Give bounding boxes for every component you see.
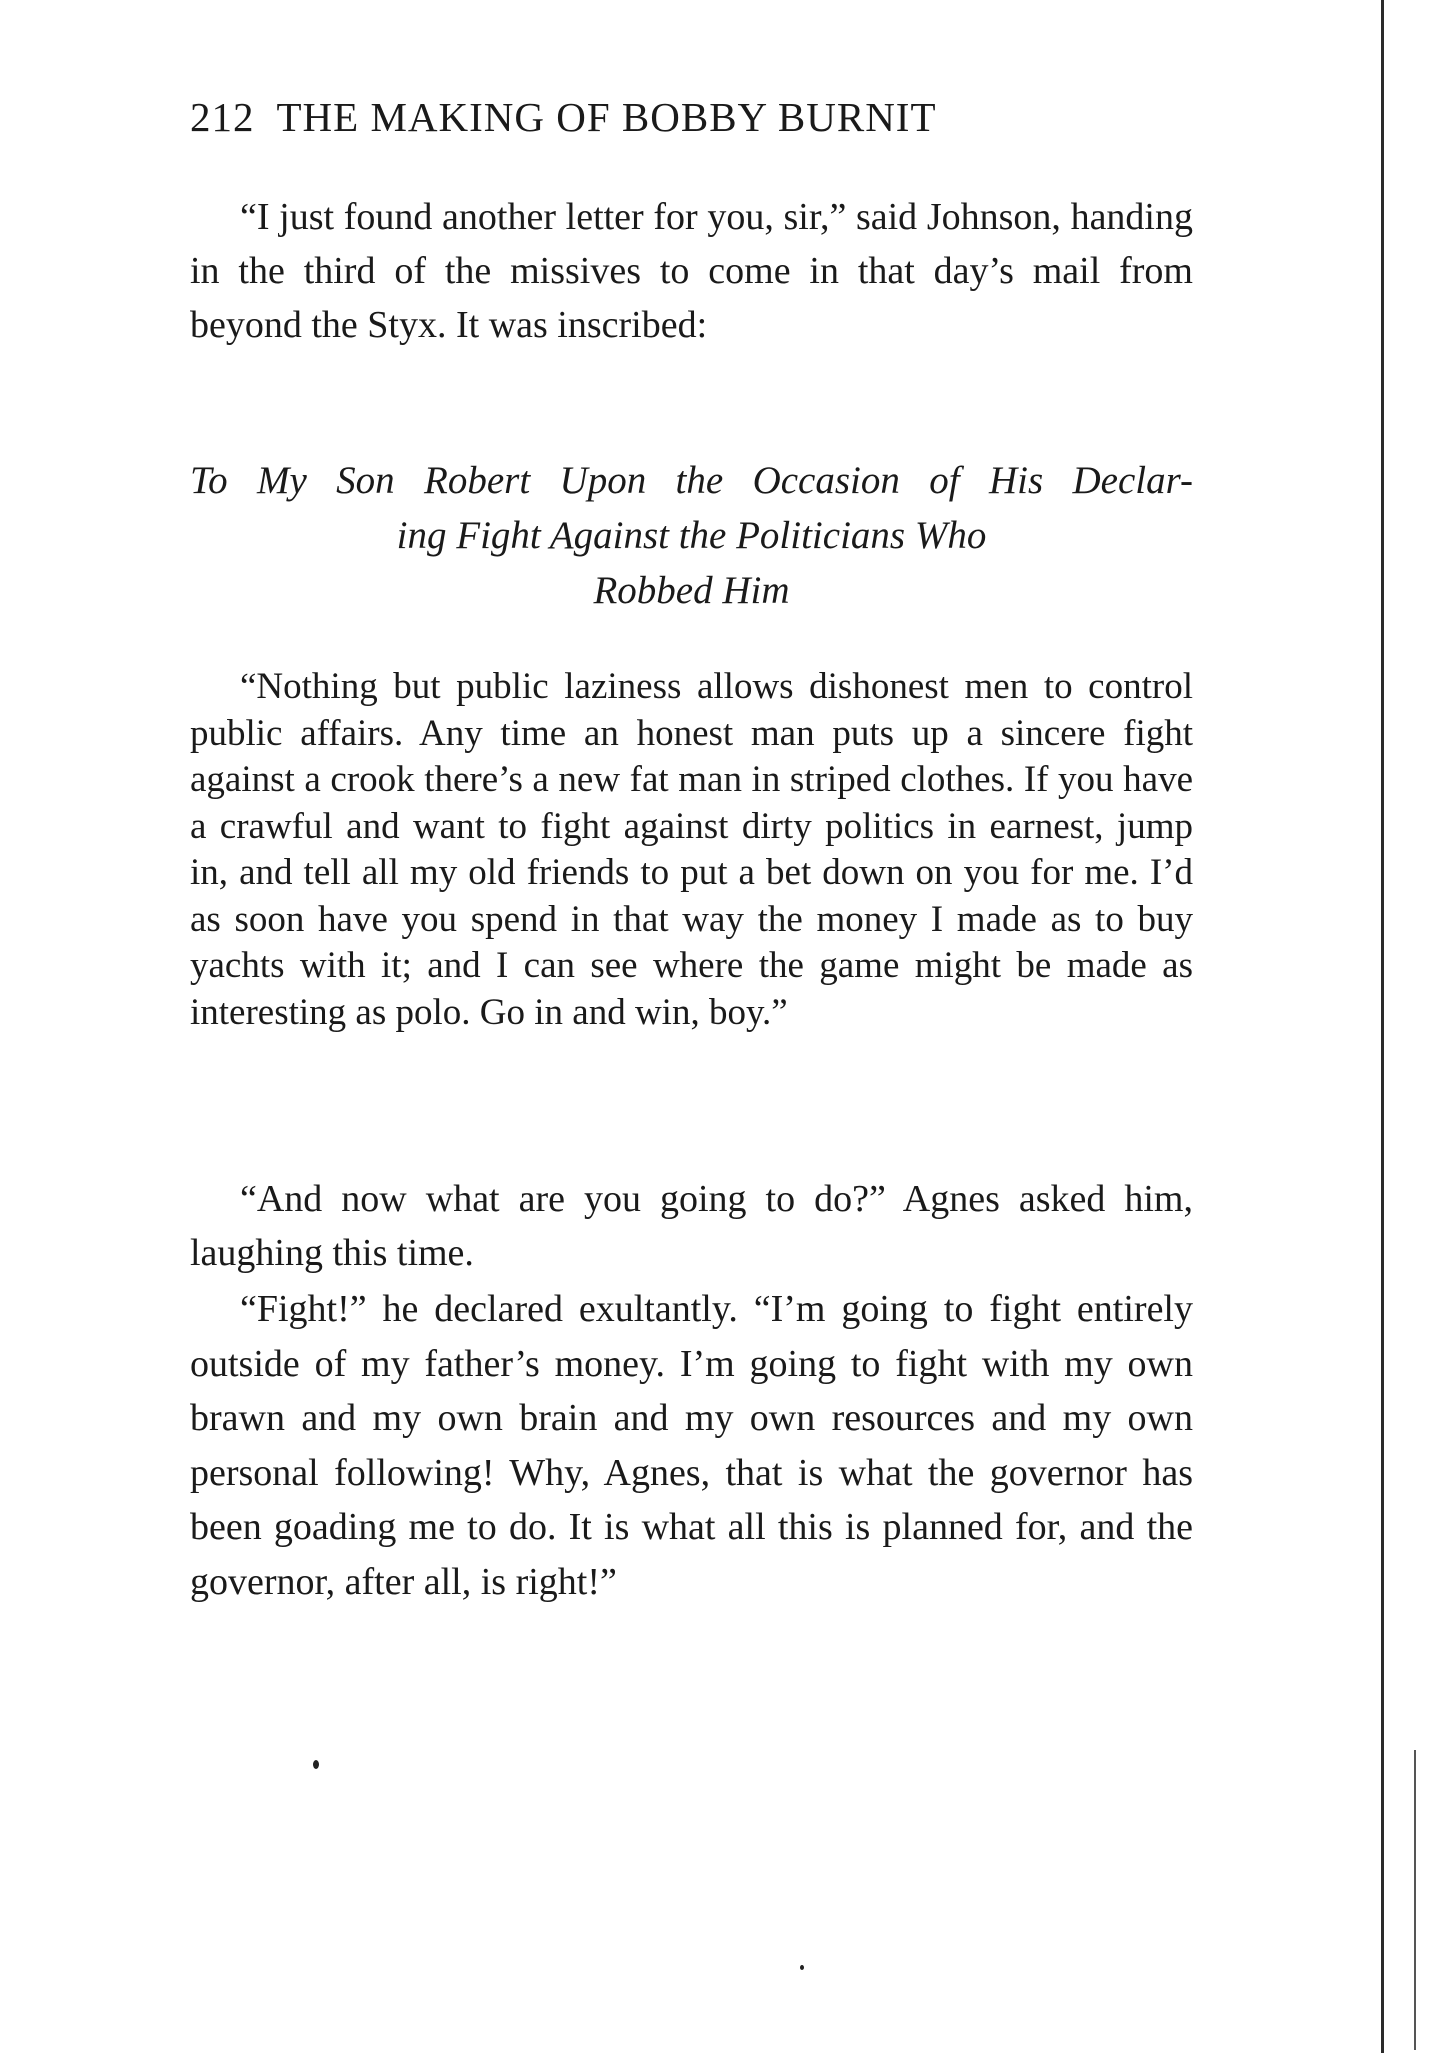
opening-paragraph-text: “I just found another letter for you, sir,” said Johnson, handing in the third of the missives to come in that day’s mail from beyond the Styx. It was inscribed:	[190, 196, 1193, 346]
opening-paragraph	[190, 190, 1193, 352]
book-title: THE MAKING OF BOBBY BURNIT	[276, 94, 937, 140]
letter-body	[190, 664, 1193, 1036]
letter-heading-line-3: Robbed Him	[593, 569, 790, 612]
letter-heading-line-1: To My Son Robert Upon the Occasion of His Declar-	[190, 459, 1193, 502]
page-edge-shadow	[1414, 1750, 1416, 2050]
agnes-question-text: “And now what are you going to do?” Agnes asked him, laughing this time.	[190, 1178, 1193, 1274]
fight-reply-paragraph	[190, 1282, 1193, 1609]
page-edge-line	[1381, 0, 1384, 2053]
agnes-question-paragraph	[190, 1172, 1193, 1280]
ink-speck	[800, 1965, 804, 1970]
fight-reply-text: “Fight!” he declared exultantly. “I’m going to fight entirely outside of my father’s money. I’m going to fight with my own brawn and my own brain and my own resources and my own personal following! Why, Agnes, that is what the governor has been goading me to do. It is what all this is planned for, and the governor, after all, is right!”	[190, 1288, 1193, 1603]
running-head	[190, 92, 1190, 142]
page-number: 212	[190, 94, 255, 140]
ink-speck	[313, 1760, 319, 1769]
letter-heading-line-2: ing Fight Against the Politicians Who	[396, 514, 987, 557]
letter-heading	[190, 453, 1193, 618]
letter-body-text: “Nothing but public laziness allows dishonest men to control public affairs. Any time an honest man puts up a sincere fight against a crook there’s a new fat man in striped clothes. If you have a crawful and want to fight against dirty politics in earnest, jump in, and tell all my old friends to put a bet down on you for me. I’d as soon have you spend in that way the money I made as to buy yachts with it; and I can see where the game might be made as interesting as polo. Go in and win, boy.”	[190, 666, 1193, 1033]
